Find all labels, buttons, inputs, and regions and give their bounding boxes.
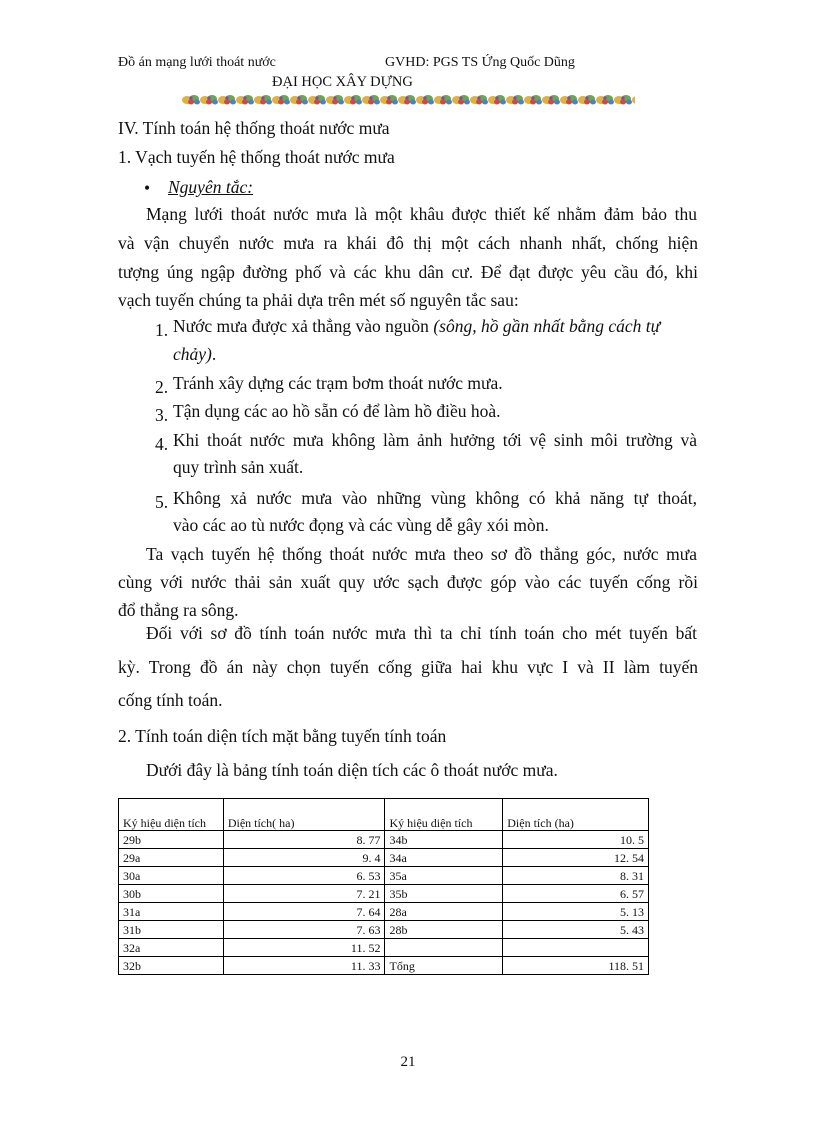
table-cell: 30a	[119, 867, 224, 885]
rule-1-text-italic-cont: chảy)	[173, 344, 212, 364]
header-cell: Diện tích (ha)	[503, 799, 649, 831]
table-cell: 28b	[385, 921, 503, 939]
table-cell: 12. 54	[503, 849, 649, 867]
subsection-title-2: 2. Tính toán diện tích mặt bằng tuyến tính toán	[118, 726, 447, 746]
table-cell: 6. 57	[503, 885, 649, 903]
header-left: Đồ án mạng lưới thoát nước	[118, 55, 276, 70]
table-cell: 7. 63	[223, 921, 385, 939]
rule-3-number: 3.	[155, 405, 169, 425]
rule-4-number: 4.	[155, 434, 169, 454]
rule-1-text-italic: (sông, hồ gần nhất bằng cách tự	[433, 316, 661, 336]
table-cell: 29b	[119, 831, 224, 849]
section-title: IV. Tính toán hệ thống thoát nước mưa	[118, 118, 390, 138]
rule-3-text: Tận dụng các ao hồ sẵn có để làm hồ điều hoà.	[173, 401, 501, 421]
table-cell: 8. 31	[503, 867, 649, 885]
table-cell	[385, 939, 503, 957]
table-cell: 5. 43	[503, 921, 649, 939]
para1-line-3: tượng úng ngập đường phố và các khu dân cư. Để đạt được yêu cầu đó, khi	[118, 262, 698, 282]
table-row	[119, 921, 649, 939]
table-cell: 30b	[119, 885, 224, 903]
para3-line-3: cống tính toán.	[118, 690, 223, 710]
table-cell: 32b	[119, 957, 224, 975]
rule-1-text	[173, 316, 697, 337]
table-cell	[503, 939, 649, 957]
table-cell: 29a	[119, 849, 224, 867]
table-cell: 34b	[385, 831, 503, 849]
table-intro: Dưới đây là bảng tính toán diện tích các ô thoát nước mưa.	[146, 760, 558, 780]
para2-line-3: đổ thẳng ra sông.	[118, 600, 239, 620]
para1-line-4: vạch tuyến chúng ta phải dựa trên mét số nguyên tắc sau:	[118, 290, 519, 310]
table-row	[119, 867, 649, 885]
table-row	[119, 903, 649, 921]
header-cell: Diện tích( ha)	[223, 799, 385, 831]
table-cell: 31a	[119, 903, 224, 921]
principle-label: Nguyên tắc:	[168, 177, 254, 197]
table-cell: 35a	[385, 867, 503, 885]
para2-line-2: cùng với nước thải sản xuất quy ước sạch được góp vào các tuyến cống rồi	[118, 572, 698, 592]
header-cell: Ký hiệu diện tích	[119, 799, 224, 831]
decorative-border-rule	[182, 93, 635, 107]
rule-5-text: Không xả nước mưa vào những vùng không có khả năng tự thoát,	[173, 488, 697, 508]
table-row	[119, 939, 649, 957]
header-right: GVHD: PGS TS Ứng Quốc Dũng	[385, 55, 575, 70]
rule-1-text-period: .	[211, 344, 217, 364]
rule-5-text-cont: vào các ao tù nước đọng và các vùng dễ gây xói mòn.	[173, 515, 549, 535]
rule-1-text-cont	[173, 344, 697, 365]
header-cell: Ký hiệu diện tích	[385, 799, 503, 831]
table-cell: 6. 53	[223, 867, 385, 885]
table-header-row	[119, 799, 649, 831]
rule-4-text: Khi thoát nước mưa không làm ảnh hưởng tới vệ sinh môi trường và	[173, 430, 697, 450]
rule-2-number: 2.	[155, 377, 169, 397]
table-cell: 35b	[385, 885, 503, 903]
para2-line-1: Ta vạch tuyến hệ thống thoát nước mưa theo sơ đồ thẳng góc, nước mưa	[146, 544, 697, 564]
area-table	[118, 798, 649, 975]
para1-line-2: và vận chuyển nước mưa ra khái đô thị một cách nhanh nhất, chống hiện	[118, 233, 698, 253]
table-cell: 32a	[119, 939, 224, 957]
rule-2-text: Tránh xây dựng các trạm bơm thoát nước mưa.	[173, 373, 503, 393]
table-cell: 11. 33	[223, 957, 385, 975]
subsection-title-1: 1. Vạch tuyến hệ thống thoát nước mưa	[118, 147, 395, 167]
para3-line-1: Đối với sơ đồ tính toán nước mưa thì ta chỉ tính toán cho mét tuyến bất	[146, 623, 697, 643]
table-row	[119, 885, 649, 903]
total-label-cell: Tổng	[385, 957, 503, 975]
table-cell: 28a	[385, 903, 503, 921]
rule-5-number: 5.	[155, 492, 169, 512]
rule-1-text-plain: Nước mưa được xả thẳng vào nguồn	[173, 316, 434, 336]
table-cell: 10. 5	[503, 831, 649, 849]
rule-1-number: 1.	[155, 320, 169, 340]
table-cell: 31b	[119, 921, 224, 939]
bullet-icon: •	[144, 178, 151, 198]
para1-line-1: Mạng lưới thoát nước mưa là một khâu được thiết kế nhằm đảm bảo thu	[146, 204, 697, 224]
table-cell: 9. 4	[223, 849, 385, 867]
table-row	[119, 849, 649, 867]
table-cell: 34a	[385, 849, 503, 867]
total-value-cell: 118. 51	[503, 957, 649, 975]
rule-4-text-cont: quy trình sản xuất.	[173, 457, 304, 477]
table-cell: 7. 21	[223, 885, 385, 903]
para3-line-2: kỳ. Trong đồ án này chọn tuyến cống giữa hai khu vực I và II làm tuyến	[118, 657, 698, 677]
table-cell: 7. 64	[223, 903, 385, 921]
table-cell: 11. 52	[223, 939, 385, 957]
header-center: ĐẠI HỌC XÂY DỰNG	[272, 74, 413, 90]
table-row	[119, 831, 649, 849]
table-cell: 8. 77	[223, 831, 385, 849]
page-number: 21	[400, 1054, 416, 1070]
table-cell: 5. 13	[503, 903, 649, 921]
table-row-total	[119, 957, 649, 975]
